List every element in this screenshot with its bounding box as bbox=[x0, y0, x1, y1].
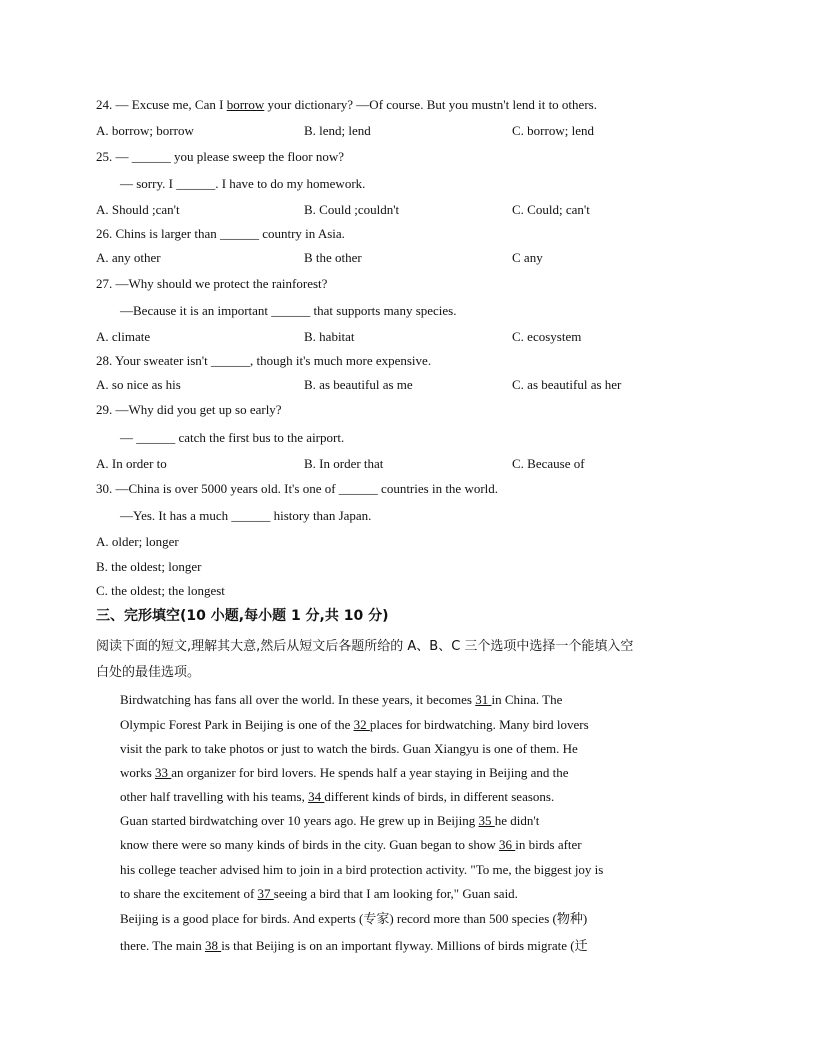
passage-text: Birdwatching has fans all over the world. In these years, it becomes bbox=[120, 692, 476, 707]
passage-text: places for birdwatching. Many bird lovers bbox=[369, 717, 589, 732]
passage-text: seeing a bird that I am looking for," Guan said. bbox=[273, 886, 518, 901]
question-25-stem: 25. — ______ you please sweep the floor now? bbox=[96, 149, 345, 164]
passage-text: different kinds of birds, in different seasons. bbox=[324, 789, 555, 804]
question-30-reply: —Yes. It has a much ______ history than Japan. bbox=[120, 508, 372, 523]
question-29-stem: 29. —Why did you get up so early? bbox=[96, 402, 282, 417]
q27-option-a: A. climate bbox=[96, 329, 151, 344]
q24-option-c: C. borrow; lend bbox=[512, 123, 594, 138]
blank-37: 37 bbox=[257, 886, 274, 901]
q27-option-b: B. habitat bbox=[304, 329, 355, 344]
passage-text: works bbox=[120, 765, 156, 780]
q29-option-a: A. In order to bbox=[96, 456, 167, 471]
passage-text: in birds after bbox=[515, 837, 582, 852]
passage-line-5 bbox=[120, 789, 554, 805]
q26-option-a: A. any other bbox=[96, 250, 161, 265]
passage-line-3 bbox=[120, 741, 578, 757]
underlined-word: borrow bbox=[226, 97, 265, 112]
passage-line-8 bbox=[120, 862, 603, 878]
passage-text: Guan started birdwatching over 10 years ago. He grew up in Beijing bbox=[120, 813, 479, 828]
q25-option-a: A. Should ;can't bbox=[96, 202, 180, 217]
passage-line-2 bbox=[120, 717, 589, 733]
passage-line-10 bbox=[120, 911, 587, 927]
blank-36: 36 bbox=[498, 837, 516, 852]
q28-option-b: B. as beautiful as me bbox=[304, 377, 413, 392]
q30-option-b: B. the oldest; longer bbox=[96, 559, 202, 574]
stem-text: your dictionary? —Of course. But you mustn't lend it to others. bbox=[264, 97, 597, 112]
blank-35: 35 bbox=[478, 813, 495, 828]
blank-32: 32 bbox=[353, 717, 370, 732]
q28-option-a: A. so nice as his bbox=[96, 377, 181, 392]
passage-text: he didn't bbox=[494, 813, 540, 828]
section-heading: 三、完形填空(10 小题,每小题 1 分,共 10 分) bbox=[96, 608, 389, 624]
blank-38: 38 bbox=[204, 938, 222, 953]
passage-text: his college teacher advised him to join in a bird protection activity. "To me, the biggest joy is bbox=[120, 862, 604, 877]
blank-31: 31 bbox=[475, 692, 492, 707]
question-27-reply: —Because it is an important ______ that supports many species. bbox=[120, 303, 457, 318]
q24-option-a: A. borrow; borrow bbox=[96, 123, 194, 138]
passage-line-11 bbox=[120, 938, 588, 954]
q26-option-b: B the other bbox=[304, 250, 362, 265]
passage-text: know there were so many kinds of birds in the city. Guan began to show bbox=[120, 837, 499, 852]
q27-option-c: C. ecosystem bbox=[512, 329, 582, 344]
passage-text: is that Beijing is on an important flyway. Millions of birds migrate (迁 bbox=[221, 938, 588, 953]
passage-text: visit the park to take photos or just to watch the birds. Guan Xiangyu is one of them. He bbox=[120, 741, 578, 756]
q24-option-b: B. lend; lend bbox=[304, 123, 371, 138]
blank-34: 34 bbox=[308, 789, 325, 804]
passage-text: other half travelling with his teams, bbox=[120, 789, 309, 804]
q30-option-c: C. the oldest; the longest bbox=[96, 583, 225, 598]
question-26-stem: 26. Chins is larger than ______ country in Asia. bbox=[96, 226, 345, 241]
question-24-stem bbox=[96, 97, 597, 113]
passage-line-6 bbox=[120, 813, 539, 829]
q29-option-c: C. Because of bbox=[512, 456, 585, 471]
question-25-reply: — sorry. I ______. I have to do my homework. bbox=[120, 176, 366, 191]
q28-option-c: C. as beautiful as her bbox=[512, 377, 622, 392]
q26-option-c: C any bbox=[512, 250, 543, 265]
passage-text: Olympic Forest Park in Beijing is one of the bbox=[120, 717, 354, 732]
passage-line-9 bbox=[120, 886, 518, 902]
passage-text: an organizer for bird lovers. He spends half a year staying in Beijing and the bbox=[171, 765, 569, 780]
passage-line-7 bbox=[120, 837, 582, 853]
section-instruction-line-2: 白处的最佳选项。 bbox=[96, 665, 201, 680]
passage-text: Beijing is a good place for birds. And experts (专家) record more than 500 species (物种) bbox=[120, 911, 588, 926]
q29-option-b: B. In order that bbox=[304, 456, 384, 471]
blank-33: 33 bbox=[155, 765, 172, 780]
stem-text: 24. — Excuse me, Can I bbox=[96, 97, 227, 112]
passage-line-1 bbox=[120, 692, 562, 708]
passage-text: in China. The bbox=[491, 692, 563, 707]
q25-option-c: C. Could; can't bbox=[512, 202, 590, 217]
question-29-reply: — ______ catch the first bus to the airport. bbox=[120, 430, 345, 445]
passage-line-4 bbox=[120, 765, 569, 781]
question-30-stem: 30. —China is over 5000 years old. It's one of ______ countries in the world. bbox=[96, 481, 499, 496]
question-28-stem: 28. Your sweater isn't ______, though it's much more expensive. bbox=[96, 353, 432, 368]
passage-text: to share the excitement of bbox=[120, 886, 258, 901]
section-instruction-line-1: 阅读下面的短文,理解其大意,然后从短文后各题所给的 A、B、C 三个选项中选择一个能填入空 bbox=[96, 639, 634, 654]
q30-option-a: A. older; longer bbox=[96, 534, 179, 549]
passage-text: there. The main bbox=[120, 938, 205, 953]
question-27-stem: 27. —Why should we protect the rainforest? bbox=[96, 276, 328, 291]
q25-option-b: B. Could ;couldn't bbox=[304, 202, 400, 217]
